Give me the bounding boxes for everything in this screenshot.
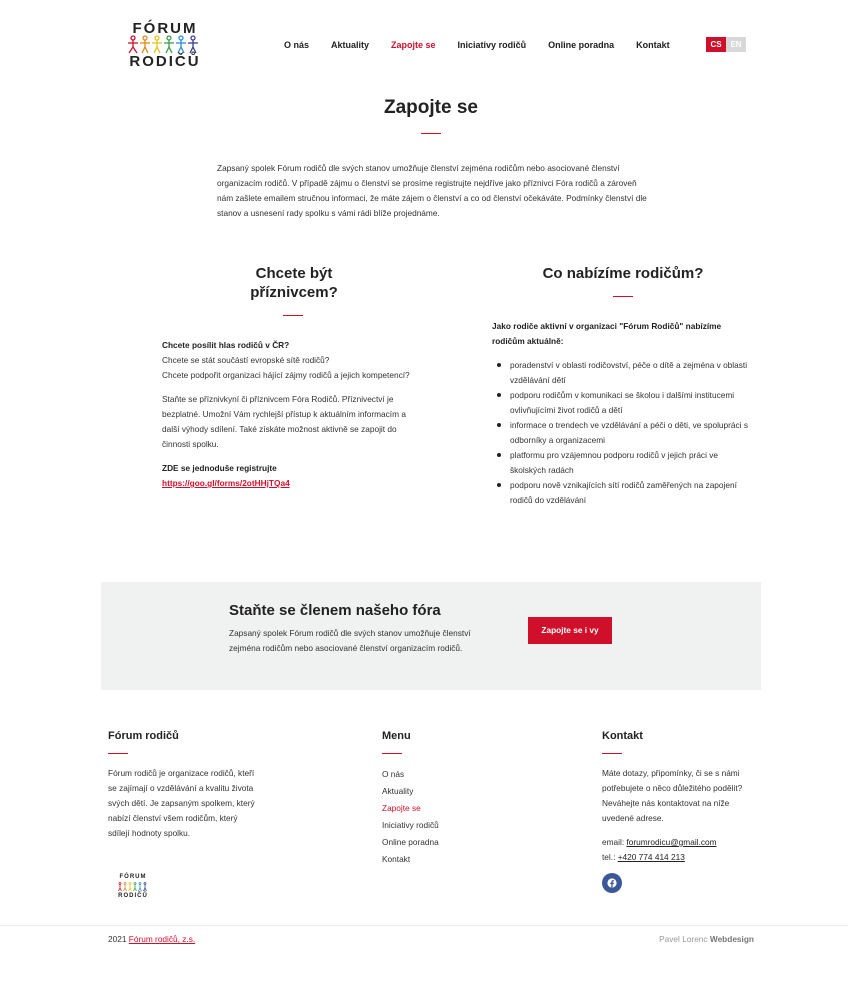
question-3: Chcete podpořit organizaci hájící zájmy rodičů a jejich kompetencí? [162, 370, 410, 380]
credit-strong: Webdesign [709, 934, 754, 944]
cta-title: Staňte se členem našeho fóra [229, 602, 441, 619]
facebook-glyph-icon [607, 878, 617, 888]
main-nav [284, 40, 692, 50]
nav-online-poradna[interactable]: Online poradna [548, 40, 615, 50]
contact-details [602, 835, 717, 865]
right-section-title: Co nabízíme rodičům? [542, 265, 704, 282]
list-item: informace o trendech ve vzdělávání a péči o děti, ve spolupráci s odborníky a organizacemi [510, 418, 752, 448]
list-item: poradenství v oblasti rodičovství, péče o dítě a zejména v oblasti vzdělávání dětí [510, 358, 752, 388]
footer-menu-item [382, 851, 439, 868]
tel-link[interactable]: +420 774 414 213 [617, 852, 685, 862]
email-label: email: [602, 837, 625, 847]
left-title-line2: příznivcem? [250, 284, 338, 301]
copyright [108, 934, 195, 944]
tel-label: tel.: [602, 852, 616, 862]
footer-menu-item [382, 783, 439, 800]
credit-name: Pavel Lorenc [659, 934, 708, 944]
left-section-title [194, 264, 394, 302]
lang-cs-button[interactable]: CS [706, 37, 726, 52]
question-1: Chcete posílit hlas rodičů v ČR? [162, 340, 290, 350]
language-switcher [706, 37, 746, 52]
nav-zapojte-se[interactable]: Zapojte se [391, 40, 436, 50]
title-divider [421, 133, 441, 134]
page-title: Zapojte se [384, 97, 478, 118]
footer-link-zapojte-se[interactable]: Zapojte se [382, 803, 421, 813]
footer-menu-divider [382, 753, 402, 754]
question-2: Chcete se stát součástí evropské sítě rodičů? [162, 355, 330, 365]
supporter-questions [162, 338, 424, 383]
footer-link-kontakt[interactable]: Kontakt [382, 854, 411, 864]
footer-logo-figures-icon [117, 882, 149, 892]
right-divider [613, 296, 633, 297]
lang-en-button[interactable]: EN [726, 37, 746, 52]
footer-menu [382, 766, 439, 868]
footer-logo-text-bottom: RODIČŮ [118, 893, 148, 899]
nav-o-nas[interactable]: O nás [284, 40, 310, 50]
footer-divider [0, 925, 848, 926]
register-block [162, 461, 424, 491]
membership-cta [101, 582, 761, 690]
intro-text: Zapsaný spolek Fórum rodičů dle svých stanov umožňuje členství zejména rodičům nebo asociované členství organizacím rodičů. V případě zájmu o členství se prosíme registrujte nejdříve jako příznivci Fóra rodičů a zároveň nám zašlete emailem stručnou informaci, že máte zájem o členství a co od členství očekáváte. Podmínky členství dle stanov a usnesení rady spolku s vámi rádi blíže projednáme. [217, 163, 647, 218]
email-link[interactable]: forumrodicu@gmail.com [626, 837, 717, 847]
footer-about-title: Fórum rodičů [108, 730, 179, 742]
offer-list [492, 358, 752, 508]
site-logo[interactable] [126, 20, 204, 70]
footer-menu-item [382, 834, 439, 851]
nav-iniciativy-rodicu[interactable]: Iniciativy rodičů [457, 40, 527, 50]
tel-line [602, 850, 717, 865]
footer-logo[interactable] [113, 874, 153, 902]
copyright-year: 2021 [108, 934, 127, 944]
email-line [602, 835, 717, 850]
join-button[interactable]: Zapojte se i vy [528, 617, 612, 644]
logo-figures-icon [126, 35, 204, 54]
footer-menu-item [382, 766, 439, 783]
footer-contact-text: Máte dotazy, připomínky, či se s námi potřebujete o něco důležitého podělit? Neváhejte nás kontaktovat na níže uvedené adrese. [602, 768, 743, 823]
offer-lead: Jako rodiče aktivní v organizaci "Fórum Rodičů" nabízíme rodičům aktuálně: [492, 321, 722, 346]
nav-kontakt[interactable]: Kontakt [636, 40, 670, 50]
logo-text-bottom: RODIČŮ [129, 53, 201, 70]
supporter-section [162, 338, 424, 500]
copyright-brand-link[interactable]: Fórum rodičů, z.s. [128, 934, 196, 944]
footer-contact-title: Kontakt [602, 730, 643, 742]
register-label: ZDE se jednoduše registrujte [162, 463, 277, 473]
list-item: platformu pro vzájemnou podporu rodičů v jejich práci ve školských radách [510, 448, 752, 478]
footer-link-online-poradna[interactable]: Online poradna [382, 837, 439, 847]
footer-link-iniciativy[interactable]: Iniciativy rodičů [382, 820, 439, 830]
facebook-icon[interactable] [602, 873, 622, 893]
left-title-line1: Chcete být [255, 265, 333, 282]
register-link[interactable]: https://goo.gl/forms/2otHHjTQa4 [162, 478, 290, 488]
footer-menu-title: Menu [382, 730, 411, 742]
footer-link-aktuality[interactable]: Aktuality [382, 786, 414, 796]
list-item: podporu nově vznikajících sítí rodičů zaměřených na zapojení rodičů do vzdělávání [510, 478, 752, 508]
offer-section [492, 319, 752, 508]
footer-about-divider [108, 753, 128, 754]
footer-menu-item [382, 800, 439, 817]
webdesign-credit[interactable] [659, 934, 754, 944]
footer-menu-item [382, 817, 439, 834]
footer-link-o-nas[interactable]: O nás [382, 769, 405, 779]
list-item: podporu rodičům v komunikaci se školou i dalšími institucemi ovlivňujícími život rodičů a dětí [510, 388, 752, 418]
footer-contact-divider [602, 753, 622, 754]
footer-logo-text-top: FÓRUM [119, 874, 147, 880]
cta-text: Zapsaný spolek Fórum rodičů dle svých stanov umožňuje členství zejména rodičům nebo asociované členství organizacím rodičů. [229, 628, 471, 653]
nav-aktuality[interactable]: Aktuality [331, 40, 370, 50]
footer-about-text: Fórum rodičů je organizace rodičů, kteří se zajímají o vzdělávání a kvalitu života svých dětí. Je zapsaným spolkem, který nabízí členství všem rodičům, který sdílejí hodnoty spolku. [108, 768, 255, 838]
supporter-description: Staňte se příznivkyní či příznivcem Fóra Rodičů. Příznivectví je bezplatné. Umožní Vám rychlejší přístup k aktuálním informacím a další výhody sdílení. Také získáte možnost aktivně se zapojit do činnosti spolku. [162, 394, 406, 449]
logo-text-top: FÓRUM [132, 20, 198, 37]
left-divider [283, 315, 303, 316]
